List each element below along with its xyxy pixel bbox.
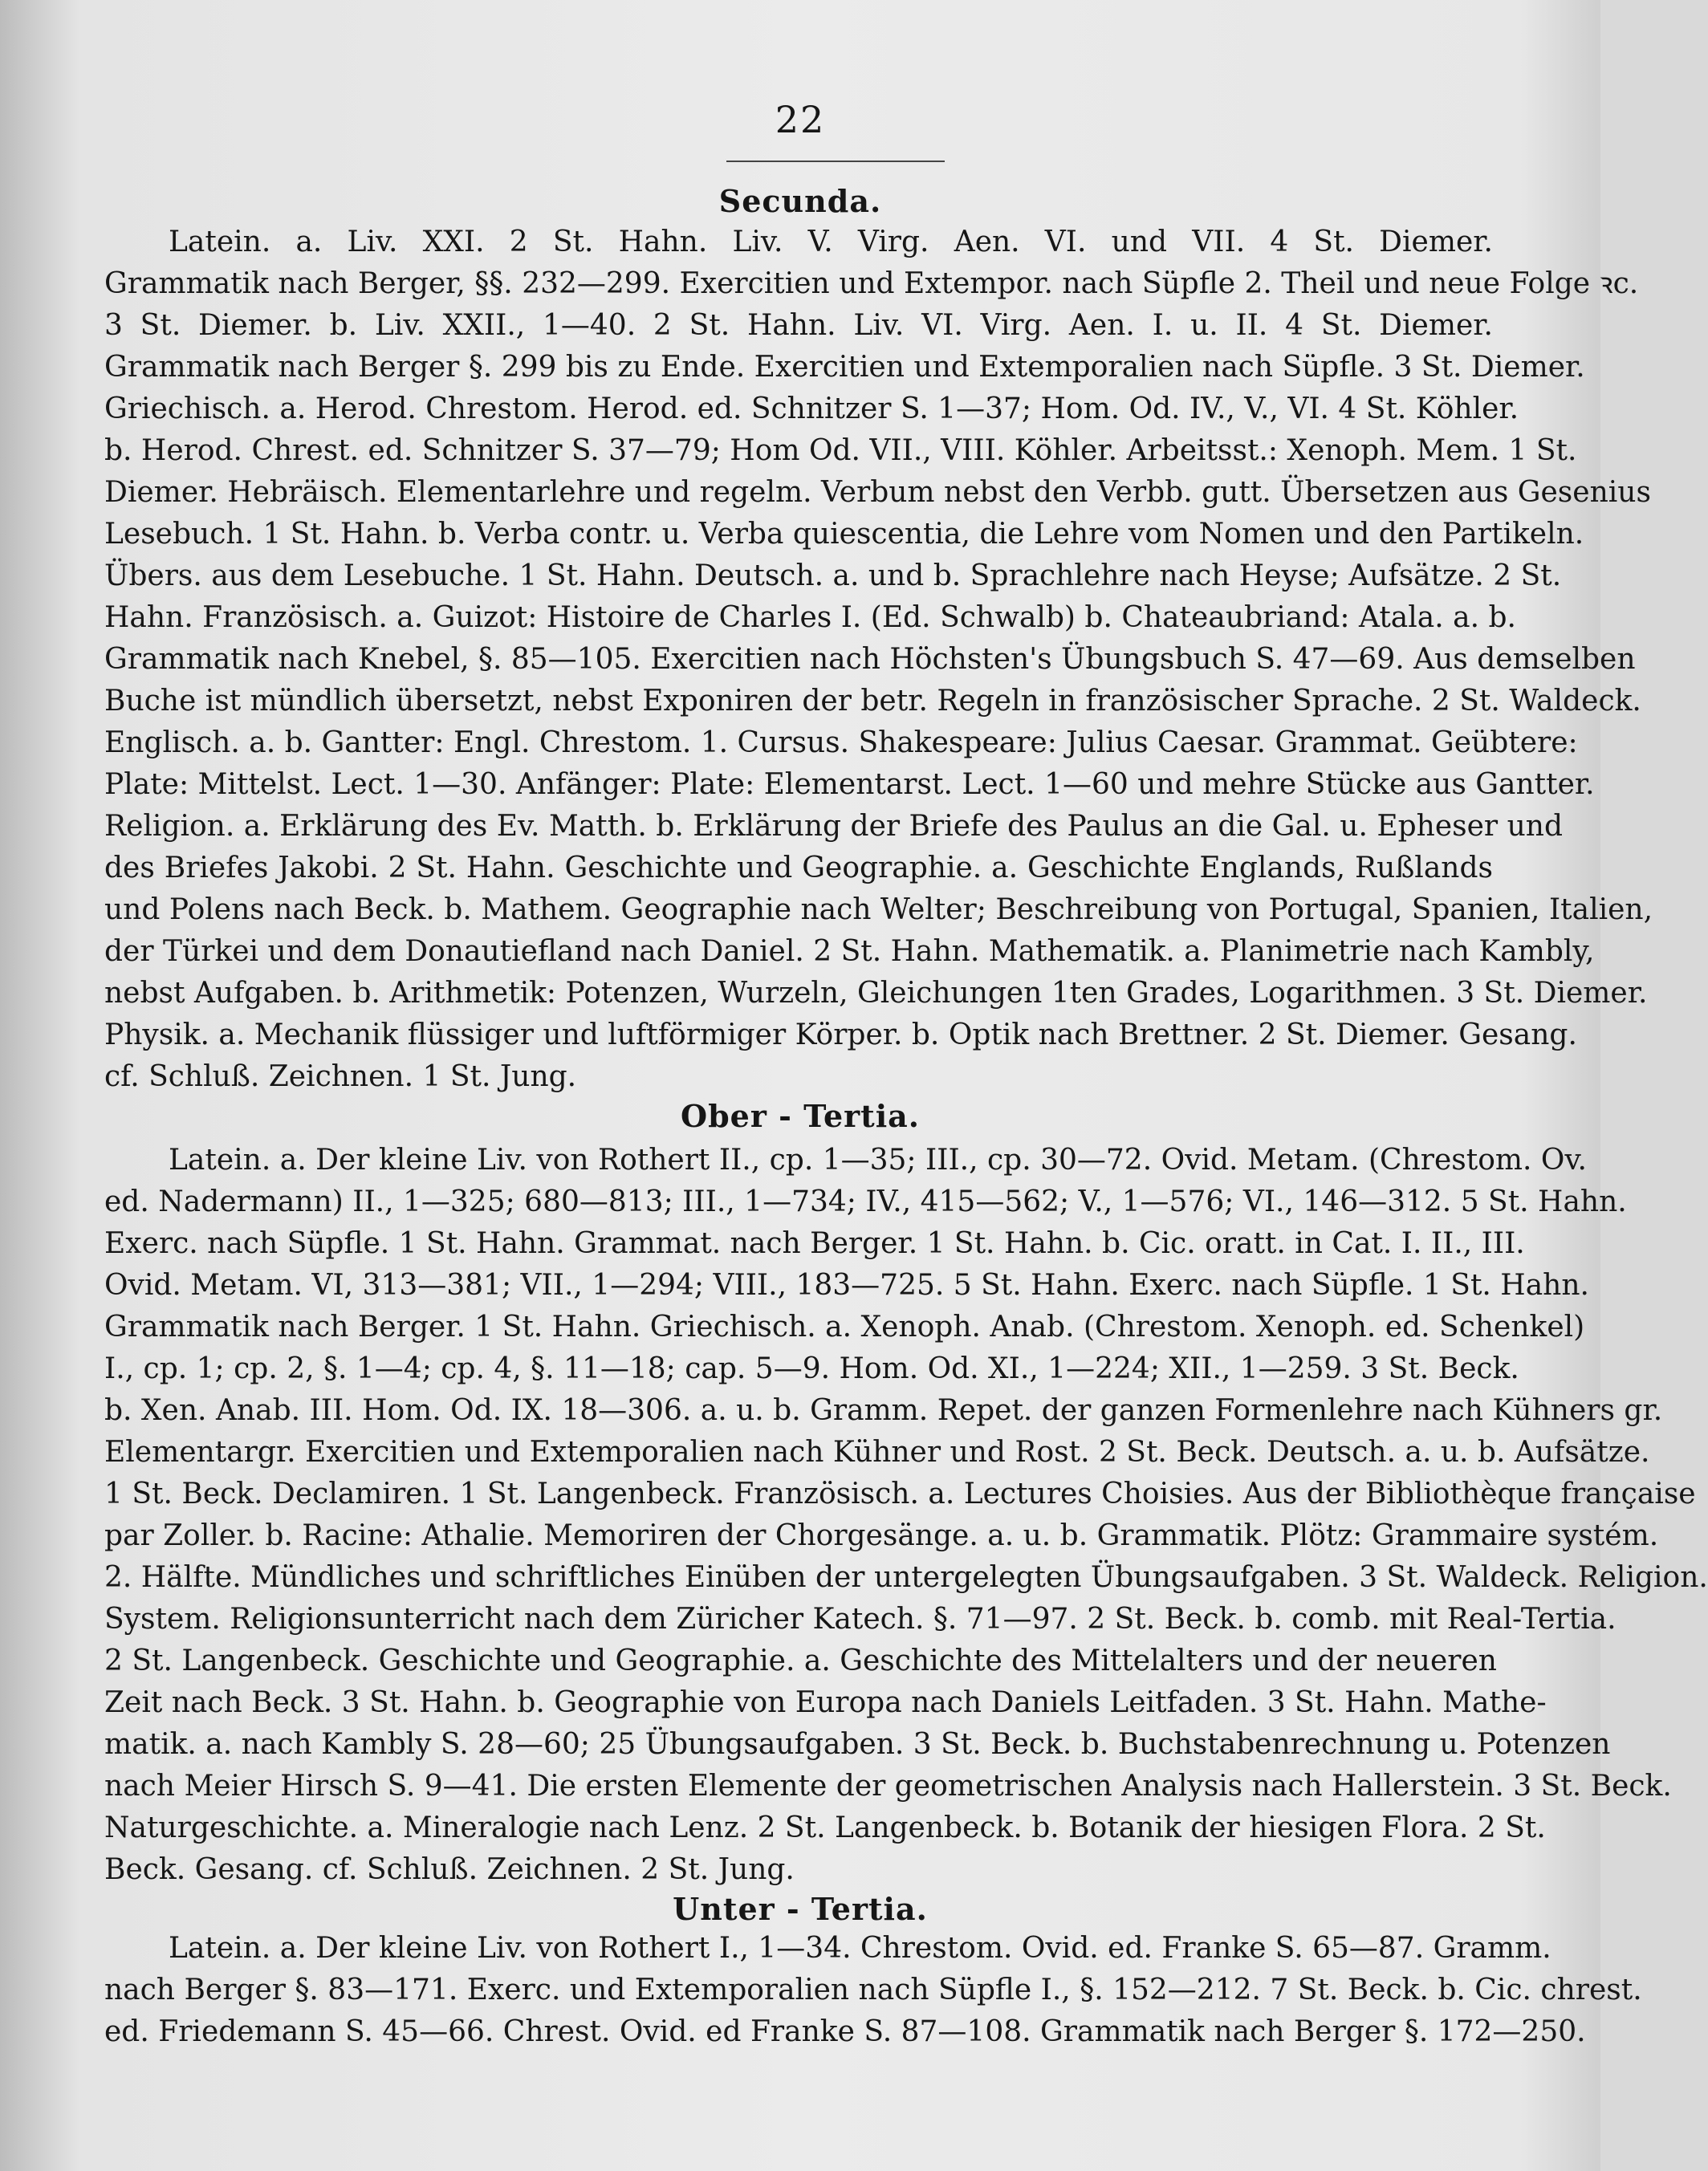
- text-line: Grammatik nach Berger, §§. 232—299. Exercitien und Extempor. nach Süpfle 2. Theil und neue Folge ꝛc.: [104, 267, 1639, 300]
- page-number: 22: [775, 98, 826, 141]
- text-line: Diemer. Hebräisch. Elementarlehre und regelm. Verbum nebst den Verbb. gutt. Übersetzen aus Gesenius: [104, 476, 1651, 509]
- text-line: b. Herod. Chrest. ed. Schnitzer S. 37—79; Hom Od. VII., VIII. Köhler. Arbeitsst.: Xenoph. Mem. 1 St.: [104, 434, 1577, 467]
- text-line: ed. Friedemann S. 45—66. Chrest. Ovid. ed Franke S. 87—108. Grammatik nach Berger §. 172—250.: [104, 2015, 1586, 2048]
- text-line: Naturgeschichte. a. Mineralogie nach Lenz. 2 St. Langenbeck. b. Botanik der hiesigen Flora. 2 St.: [104, 1811, 1546, 1844]
- text-line: Englisch. a. b. Gantter: Engl. Chrestom. 1. Cursus. Shakespeare: Julius Caesar. Grammat. Geübtere:: [104, 726, 1578, 759]
- text-line: par Zoller. b. Racine: Athalie. Memoriren der Chorgesänge. a. u. b. Grammatik. Plötz: Grammaire systém.: [104, 1519, 1659, 1552]
- section-heading-ober-tertia: Ober - Tertia.: [680, 1098, 921, 1134]
- text-line: matik. a. nach Kambly S. 28—60; 25 Übungsaufgaben. 3 St. Beck. b. Buchstabenrechnung u. Potenzen: [104, 1728, 1611, 1761]
- text-line: Zeit nach Beck. 3 St. Hahn. b. Geographie von Europa nach Daniels Leitfaden. 3 St. Hahn. Mathe-: [104, 1686, 1547, 1719]
- text-line: Physik. a. Mechanik flüssiger und luftförmiger Körper. b. Optik nach Brettner. 2 St. Diemer. Gesang.: [104, 1018, 1577, 1051]
- text-line: b. Xen. Anab. III. Hom. Od. IX. 18—306. a. u. b. Gramm. Repet. der ganzen Formenlehre nach Kühners gr.: [104, 1394, 1663, 1427]
- section-body-secunda: [104, 222, 1653, 1098]
- text-line: Hahn. Französisch. a. Guizot: Histoire de Charles I. (Ed. Schwalb) b. Chateaubriand: Atala. a. b.: [104, 601, 1516, 634]
- text-line: Ovid. Metam. VI, 313—381; VII., 1—294; VIII., 183—725. 5 St. Hahn. Exerc. nach Süpfle. 1 St. Hahn.: [104, 1269, 1589, 1302]
- section-heading-unter-tertia: Unter - Tertia.: [673, 1891, 928, 1927]
- text-line: nebst Aufgaben. b. Arithmetik: Potenzen, Wurzeln, Gleichungen 1ten Grades, Logarithmen. 3 St. Diemer.: [104, 977, 1648, 1010]
- text-line: Latein. a. Liv. XXI. 2 St. Hahn. Liv. V. Virg. Aen. VI. und VII. 4 St. Diemer.: [169, 226, 1493, 258]
- text-line: Beck. Gesang. cf. Schluß. Zeichnen. 2 St. Jung.: [104, 1853, 795, 1886]
- text-line: Plate: Mittelst. Lect. 1—30. Anfänger: Plate: Elementarst. Lect. 1—60 und mehre Stücke aus Gantter.: [104, 768, 1595, 801]
- text-line: Übers. aus dem Lesebuche. 1 St. Hahn. Deutsch. a. und b. Sprachlehre nach Heyse; Aufsätze. 2 St.: [104, 559, 1562, 592]
- text-line: 2 St. Langenbeck. Geschichte und Geographie. a. Geschichte des Mittelalters und der neueren: [104, 1645, 1497, 1677]
- text-line: Grammatik nach Knebel, §. 85—105. Exercitien nach Höchsten's Übungsbuch S. 47—69. Aus demselben: [104, 643, 1636, 676]
- text-line: des Briefes Jakobi. 2 St. Hahn. Geschichte und Geographie. a. Geschichte Englands, Rußlands: [104, 852, 1493, 884]
- text-line: Grammatik nach Berger. 1 St. Hahn. Griechisch. a. Xenoph. Anab. (Chrestom. Xenoph. ed. Schenkel): [104, 1311, 1585, 1344]
- text-line: nach Meier Hirsch S. 9—41. Die ersten Elemente der geometrischen Analysis nach Hallerstein. 3 St. Beck.: [104, 1770, 1672, 1803]
- text-line: cf. Schluß. Zeichnen. 1 St. Jung.: [104, 1060, 577, 1093]
- section-body-ober-tertia: [104, 1140, 1708, 1891]
- section-body-unter-tertia: [104, 1928, 1642, 2053]
- section-heading-secunda: Secunda.: [718, 183, 882, 219]
- text-line: ed. Nadermann) II., 1—325; 680—813; III., 1—734; IV., 415—562; V., 1—576; VI., 146—312. 5 St. Hahn.: [104, 1185, 1627, 1218]
- text-line: I., cp. 1; cp. 2, §. 1—4; cp. 4, §. 11—18; cap. 5—9. Hom. Od. XI., 1—224; XII., 1—259. 3 St. Beck.: [104, 1352, 1519, 1385]
- text-line: und Polens nach Beck. b. Mathem. Geographie nach Welter; Beschreibung von Portugal, Spanien, Italien,: [104, 893, 1653, 926]
- text-line: Lesebuch. 1 St. Hahn. b. Verba contr. u. Verba quiescentia, die Lehre vom Nomen und den Partikeln.: [104, 518, 1584, 551]
- text-line: Griechisch. a. Herod. Chrestom. Herod. ed. Schnitzer S. 1—37; Hom. Od. IV., V., VI. 4 St. Köhler.: [104, 392, 1519, 425]
- text-line: Latein. a. Der kleine Liv. von Rothert I., 1—34. Chrestom. Ovid. ed. Franke S. 65—87. Gramm.: [169, 1932, 1551, 1965]
- text-line: Exerc. nach Süpfle. 1 St. Hahn. Grammat. nach Berger. 1 St. Hahn. b. Cic. oratt. in Cat. I. II., III.: [104, 1227, 1525, 1260]
- text-line: Buche ist mündlich übersetzt, nebst Exponiren der betr. Regeln in französischer Sprache. 2 St. Waldeck.: [104, 685, 1641, 718]
- text-line: Religion. a. Erklärung des Ev. Matth. b. Erklärung der Briefe des Paulus an die Gal. u. Epheser und: [104, 810, 1563, 843]
- text-line: Grammatik nach Berger §. 299 bis zu Ende. Exercitien und Extemporalien nach Süpfle. 3 St. Diemer.: [104, 351, 1585, 384]
- text-line: 1 St. Beck. Declamiren. 1 St. Langenbeck. Französisch. a. Lectures Choisies. Aus der Bibliothèque française: [104, 1478, 1696, 1510]
- text-line: System. Religionsunterricht nach dem Züricher Katech. §. 71—97. 2 St. Beck. b. comb. mit Real-Tertia.: [104, 1603, 1616, 1636]
- text-line: Latein. a. Der kleine Liv. von Rothert II., cp. 1—35; III., cp. 30—72. Ovid. Metam. (Chrestom. Ov.: [169, 1144, 1587, 1177]
- text-line: 2. Hälfte. Mündliches und schriftliches Einüben der untergelegten Übungsaufgaben. 3 St. Waldeck. Religion.: [104, 1561, 1708, 1594]
- page-number-rule: [726, 161, 945, 162]
- text-line: 3 St. Diemer. b. Liv. XXII., 1—40. 2 St. Hahn. Liv. VI. Virg. Aen. I. u. II. 4 St. Diemer.: [104, 309, 1493, 342]
- text-line: Elementargr. Exercitien und Extemporalien nach Kühner und Rost. 2 St. Beck. Deutsch. a. u. b. Aufsätze.: [104, 1436, 1650, 1469]
- text-line: der Türkei und dem Donautiefland nach Daniel. 2 St. Hahn. Mathematik. a. Planimetrie nach Kambly,: [104, 935, 1595, 968]
- text-line: nach Berger §. 83—171. Exerc. und Extemporalien nach Süpfle I., §. 152—212. 7 St. Beck. b. Cic. chrest.: [104, 1974, 1642, 2006]
